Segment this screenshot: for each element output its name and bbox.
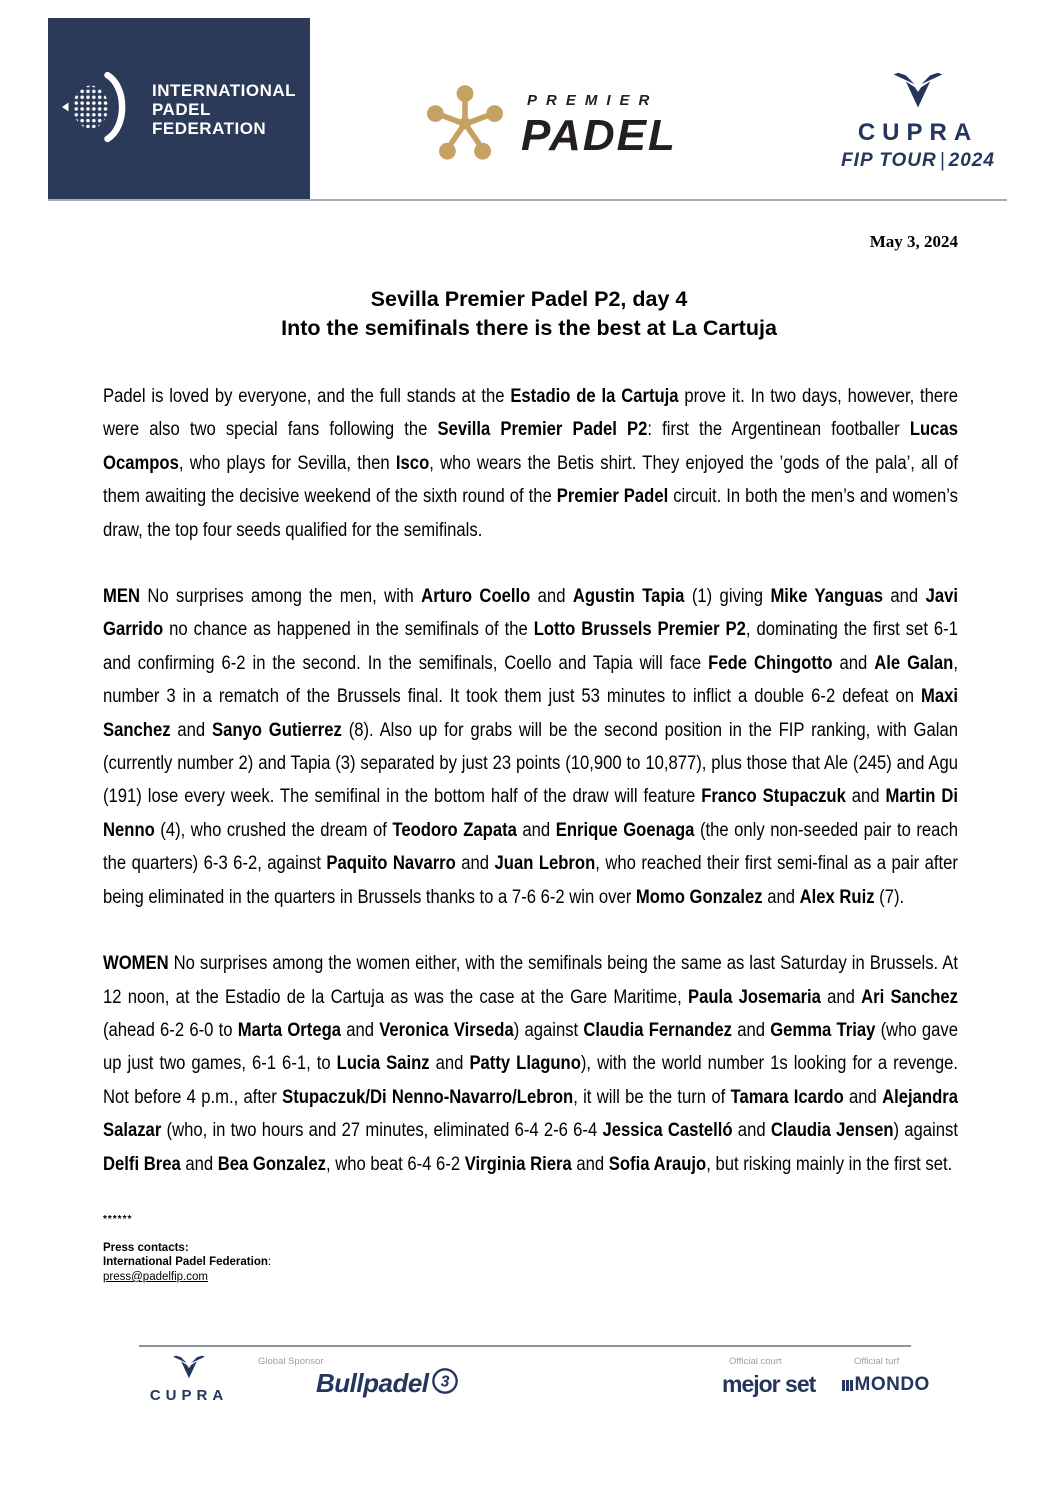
paragraph-women: WOMEN No surprises among the women either, with the semifinals being the same as last Saturday in Brussels. At 12 noon, at the Estadio de la Cartuja as was the case at the Gare Maritime, Paula Josemaria and Ari Sanchez (ahead 6-2 6-0 to Marta Ortega and Veronica Virseda) against Claudia Fernandez and Gemma Triay (who gave up just two games, 6-1 6-1, to Lucia Sainz and Patty Llaguno), with the world number 1s looking for a revenge. Not before 4 p.m., after Stupaczuk/Di Nenno-Navarro/Lebron, it will be the turn of Tamara Icardo and Alejandra Salazar (who, in two hours and 27 minutes, eliminated 6-4 2-6 6-4 Jessica Castelló and Claudia Jensen) against Delfi Brea and Bea Gonzalez, who beat 6-4 6-2 Virginia Riera and Sofia Araujo, but risking mainly in the first set. bbox=[103, 953, 958, 1175]
cupra-emblem-icon bbox=[892, 97, 944, 114]
press-contacts bbox=[103, 1241, 1058, 1285]
mondo-bars-icon bbox=[842, 1380, 853, 1391]
footer-bullpadel-logo: Bullpadel 3 bbox=[316, 1367, 459, 1400]
footer-mondo-logo: MONDO bbox=[842, 1374, 930, 1396]
title-line-2: Into the semifinals there is the best at La Cartuja bbox=[281, 316, 777, 340]
premier-padel-logo bbox=[425, 82, 677, 171]
global-sponsor-label: Global Sponsor bbox=[258, 1356, 324, 1367]
paragraph-intro: Padel is loved by everyone, and the full stands at the Estadio de la Cartuja prove it. In two days, however, there were also two special fans following the Sevilla Premier Padel P2: first the Argentinean footballer Lucas Ocampos, who plays for Sevilla, then Isco, who wears the Betis shirt. They enjoyed the ’gods of the pala’, all of them awaiting the decisive weekend of the sixth round of the Premier Padel circuit. In both the men’s and women’s draw, the top four seeds qualified for the semifinals. bbox=[103, 386, 958, 541]
date: May 3, 2024 bbox=[869, 232, 958, 251]
cupra-emblem-icon bbox=[172, 1367, 206, 1384]
sponsor-footer bbox=[0, 1345, 1058, 1475]
fip-tour-wordmark: FIP TOUR | 2024 bbox=[841, 150, 995, 171]
ipf-globe-icon bbox=[62, 64, 140, 155]
header-divider bbox=[48, 199, 1007, 201]
footer-mejorset-logo: mejor set bbox=[722, 1371, 816, 1397]
title-line-1: Sevilla Premier Padel P2, day 4 bbox=[370, 287, 688, 311]
page-title bbox=[0, 285, 1058, 343]
ipf-logo bbox=[48, 18, 310, 200]
premier-padel-wordmark: PREMIER PADEL bbox=[521, 92, 677, 160]
press-email-link[interactable]: press@padelfip.com bbox=[103, 1270, 208, 1283]
article-body bbox=[103, 380, 958, 1181]
svg-text:3: 3 bbox=[440, 1373, 449, 1391]
separator-stars: ****** bbox=[103, 1213, 133, 1225]
official-court-label: Official court bbox=[729, 1356, 782, 1367]
press-contacts-label: Press contacts: bbox=[103, 1241, 189, 1254]
premier-padel-flower-icon bbox=[425, 82, 505, 171]
bullpadel-racket-icon bbox=[431, 1367, 459, 1400]
paragraph-men: MEN No surprises among the men, with Arturo Coello and Agustin Tapia (1) giving Mike Yanguas and Javi Garrido no chance as happened in the semifinals of the Lotto Brussels Premier P2, dominating the first set 6-1 and confirming 6-2 in the second. In the semifinals, Coello and Tapia will face Fede Chingotto and Ale Galan, number 3 in a rematch of the Brussels final. It took them just 53 minutes to inflict a double 6-2 defeat on Maxi Sanchez and Sanyo Gutierrez (8). Also up for grabs will be the second position in the FIP ranking, with Galan (currently number 2) and Tapia (3) separated by just 23 points (10,900 to 10,877), plus those that Ale (245) and Agu (191) lose every week. The semifinal in the bottom half of the draw will feature Franco Stupaczuk and Martin Di Nenno (4), who crushed the dream of Teodoro Zapata and Enrique Goenaga (the only non-seeded pair to reach the quarters) 6-3 6-2, against Paquito Navarro and Juan Lebron, who reached their first semi-final as a pair after being eliminated in the quarters in Brussels thanks to a 7-6 6-2 win over Momo Gonzalez and Alex Ruiz (7). bbox=[103, 586, 959, 908]
cupra-fip-tour-logo bbox=[828, 72, 1008, 172]
footer-cupra-logo: CUPRA bbox=[141, 1355, 237, 1404]
footer-divider bbox=[139, 1345, 911, 1347]
header bbox=[0, 0, 1058, 200]
press-org-line: International Padel Federation: bbox=[103, 1256, 272, 1269]
official-turf-label: Official turf bbox=[854, 1356, 900, 1367]
cupra-wordmark: CUPRA bbox=[857, 119, 979, 146]
ipf-logo-text: INTERNATIONAL PADEL FEDERATION bbox=[151, 80, 297, 138]
